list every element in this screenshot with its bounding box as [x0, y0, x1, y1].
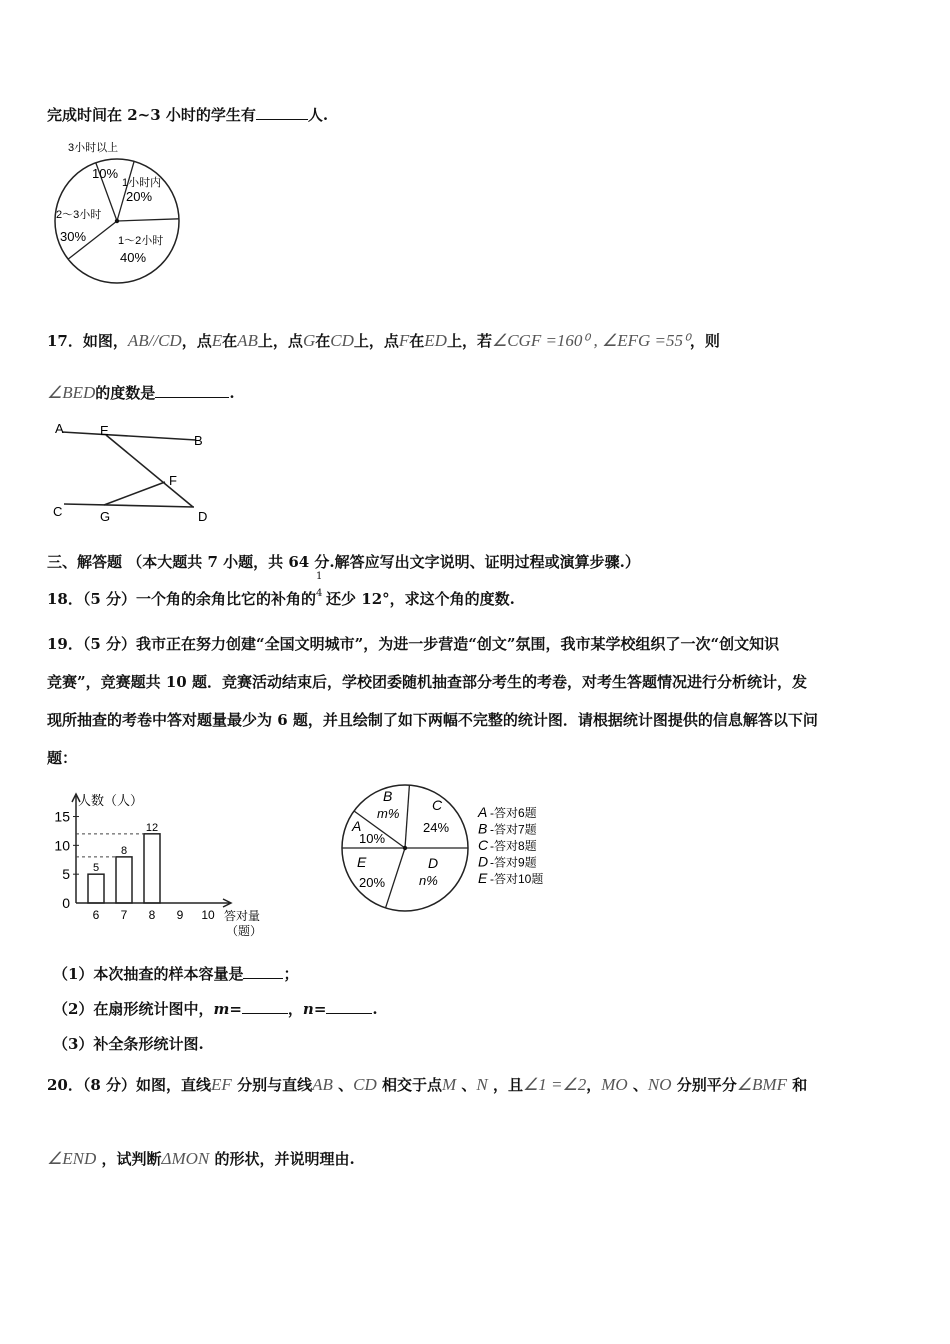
bar-y-tick-label: 5	[62, 866, 70, 883]
q16-label-1h: 1小时内	[122, 177, 162, 189]
pie-slice-key: E	[357, 854, 367, 870]
answer-blank-m[interactable]	[242, 999, 288, 1014]
line-cd	[64, 504, 194, 507]
pie-slice-percent: n%	[419, 873, 438, 888]
q19-sub2: （2）在扇形统计图中，m= ，n= .	[53, 1000, 378, 1018]
bar-x-axis-unit: （题）	[226, 924, 263, 938]
pie-legend-text: -答对7题	[490, 822, 537, 837]
bar-x-axis-label: 答对量	[224, 909, 261, 923]
q16-pct-2-3h: 30%	[60, 229, 87, 244]
section-heading: 三、解答题 （本大题共 7 小题，共 64 分.解答应写出文字说明、证明过程或演算步骤.）	[47, 553, 640, 571]
bar-x-tick-label: 6	[92, 908, 100, 922]
line-ab	[62, 432, 196, 440]
answer-blank-n[interactable]	[326, 999, 372, 1014]
point-b-label: B	[194, 433, 203, 448]
bar	[144, 834, 160, 903]
bar-value-label: 12	[145, 821, 159, 834]
q19-sub3: （3）补全条形统计图.	[53, 1035, 204, 1053]
q20-line2: ∠END ，试判断ΔMON 的形状，并说明理由.	[47, 1149, 355, 1168]
pie-slice-boundary	[386, 848, 405, 908]
point-e-label: E	[100, 423, 109, 438]
pie-slice-key: B	[383, 788, 393, 804]
bar	[116, 857, 132, 903]
point-g-label: G	[100, 509, 111, 524]
q18-text: 18．（5 分）一个角的余角比它的补角的 1 4 还少 12°，求这个角的度数.	[47, 571, 515, 608]
q16-pct-3h: 10%	[92, 166, 119, 181]
bar-x-tick-label: 10	[201, 908, 215, 922]
q16-text: 完成时间在 2~3 小时的学生有 人.	[47, 106, 329, 124]
q16-pct-1h: 20%	[126, 189, 153, 204]
q16-pct-1-2h: 40%	[120, 250, 147, 265]
bar-x-tick-label: 8	[148, 908, 156, 922]
q16-label-2-3h: 2～3小时	[56, 209, 102, 221]
pie-legend-key: D	[478, 853, 489, 870]
bar-y-axis-label: 人数（人）	[78, 793, 144, 808]
q19-sub1: （1）本次抽查的样本容量是 ；	[53, 965, 299, 983]
q19-pie-chart	[335, 783, 575, 913]
answer-blank[interactable]	[243, 964, 283, 979]
bar	[88, 874, 104, 903]
pie-slice-percent: 10%	[359, 831, 386, 846]
pie-legend-key: E	[478, 870, 488, 886]
bar-y-tick-label: 10	[54, 837, 70, 854]
pie-slice-boundary	[117, 219, 179, 221]
pie-legend-key: C	[478, 837, 489, 853]
pie-center-dot	[403, 846, 407, 850]
pie-slice-key: D	[428, 855, 439, 871]
q17-line2: ∠BED的度数是 .	[47, 383, 235, 402]
pie-legend-text: -答对6题	[490, 806, 537, 820]
q19-line1: 19．（5 分）我市正在努力创建“全国文明城市”，为进一步营造“创文”氛围，我市某学校组织了一次“创文知识	[47, 635, 780, 653]
pie-legend-key: A	[478, 804, 488, 820]
q16-pie-chart	[50, 138, 190, 288]
q16-label-1-2h: 1～2小时	[118, 235, 164, 247]
pie-legend-text: -答对10题	[490, 872, 544, 886]
bar-x-tick-label: 9	[176, 908, 184, 922]
point-c-label: C	[53, 504, 63, 519]
answer-blank[interactable]	[155, 383, 229, 398]
pie-slice-percent: 20%	[359, 875, 386, 890]
pie-slice-key: A	[352, 818, 362, 834]
point-f-label: F	[169, 473, 177, 488]
q20-line1: 20．（8 分）如图，直线EF 分别与直线AB 、CD 相交于点M 、N ，且∠1 =∠2，MO 、NO 分别平分∠BMF 和	[47, 1075, 808, 1094]
q17-line1: 17．如图，AB//CD，点E在AB上，点G在CD上，点F在ED上，若∠CGF =160⁰ , ∠EFG =55⁰，则	[47, 331, 720, 350]
bar-y-tick-label: 15	[54, 808, 70, 825]
point-a-label: A	[55, 421, 64, 436]
q19-line4: 题：	[47, 749, 78, 767]
pie-slice-percent: 24%	[423, 820, 450, 835]
line-gf	[104, 482, 165, 505]
pie-legend-key: B	[478, 820, 488, 837]
pie-legend-text: -答对9题	[490, 855, 537, 870]
q16-label-3h: 3小时以上	[68, 142, 119, 154]
fraction: 1 4	[316, 571, 323, 599]
pie-slice-key: C	[432, 797, 443, 813]
q19-line2: 竞赛”，竞赛题共 10 题．竞赛活动结束后，学校团委随机抽查部分考生的考卷，对考生答题情况进行分析统计，发	[47, 673, 807, 691]
point-d-label: D	[198, 509, 208, 524]
q17-geometry-figure	[48, 415, 223, 530]
bar-y-tick-label: 0	[62, 895, 70, 911]
bar-value-label: 5	[92, 862, 100, 875]
pie-legend-text: -答对8题	[490, 839, 537, 853]
q19-line3: 现所抽查的考卷中答对题量最少为 6 题，并且绘制了如下两幅不完整的统计图．请根据统计图提供的信息解答以下问	[47, 711, 818, 729]
bar-value-label: 8	[120, 844, 128, 857]
line-ed	[106, 435, 193, 507]
answer-blank[interactable]	[256, 105, 308, 120]
bar-x-tick-label: 7	[120, 908, 128, 922]
pie-slice-boundary	[405, 785, 409, 848]
q19-bar-chart	[46, 788, 296, 943]
pie-slice-percent: m%	[377, 806, 400, 821]
pie-center-dot	[115, 219, 119, 223]
